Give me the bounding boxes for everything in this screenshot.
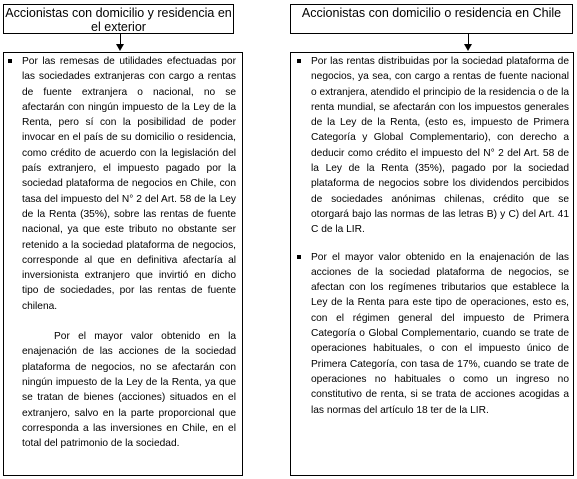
foreign-capital-gain-text: Por el mayor valor obtenido en la enajenación de las acciones de la sociedad plataforma de negocios, no se afectarán con ningún impuesto de la Ley de la Renta, ya que se tratan de bienes (acciones) situados en el extranjero, salvo en la parte proporcional que corresponda a las inversiones en Chile, en el total del patrimonio de la sociedad. [22,331,236,450]
foreign-capital-gain-paragraph [8,329,236,451]
chile-capital-gain-text: Por el mayor valor obtenido en la enajenación de las acciones de la sociedad plataforma de negocios, se afectan con los regímenes tributarios que establece la Ley de la Renta para este tipo de operaciones, esto es, con el régimen general del impuesto de Primera Categoría o Global Complementario, cuando se trate de operaciones habituales, o con el impuesto único de Primera Categoría, con tasa de 17%, cuando se trate de operaciones no habituales o como un ingreso no constitutivo de renta, si se trata de acciones acogidas a las normas del artículo 18 ter de la LIR. [311,251,569,416]
header-foreign-label: Accionistas con domicilio y residencia en el exterior [5,6,232,34]
bullet-icon [297,59,301,63]
header-chile-label: Accionistas con domicilio o residencia en Chile [301,6,562,20]
foreign-remittance-text: Por las remesas de utilidades efectuadas por las sociedades extranjeras con cargo a rentas de fuente extranjera o nacional, no se afectarán con ningún impuesto de la Ley de la Renta, pero sí con la posibilidad de poder invocar en el país de su domicilio o residencia, como crédito de acuerdo con la legislación del país extranjero, el impuesto pagado por la sociedad plataforma de negocios en Chile, con tasa del impuesto del N° 2 del Art. 58 de la Ley de la Renta (35%), sobre las rentas de fuente nacional, ya que este tributo no obstante ser retenido a la sociedad plataforma de negocios, corresponde al que en definitiva afectaría al inversionista extranjero que invirtió en dicho tipo de sociedades, por las rentas de fuente chilena. [22,56,236,312]
foreign-remittance-paragraph [8,54,236,314]
chile-capital-gain-paragraph [297,250,569,418]
chile-distribution-paragraph [297,54,569,238]
foreign-shareholders-box [3,52,243,476]
bullet-icon [297,255,301,259]
header-foreign-shareholders [3,4,234,34]
header-chilean-shareholders [290,4,573,34]
bullet-icon [8,59,12,63]
chile-distribution-text: Por las rentas distribuidas por la sociedad plataforma de negocios, ya sea, con cargo a rentas de fuente nacional o extranjera, atendido el principio de la residencia o de la renta mundial, se afectarán con los impuestos generales de la Ley de la Renta, (esto es, impuesto de Primera Categoría y Global Complementario), con derecho a deducir como crédito el impuesto del N° 2 del Art. 58 de la Ley de la Renta (35%), pagado por la sociedad plataforma de negocios sobre los dividendos percibidos de sociedades anónimas chilenas, crédito que se otorgará bajo las normas de las letras B) y C) del Art. 41 C de la LIR. [311,56,569,236]
chilean-shareholders-box [290,52,574,476]
